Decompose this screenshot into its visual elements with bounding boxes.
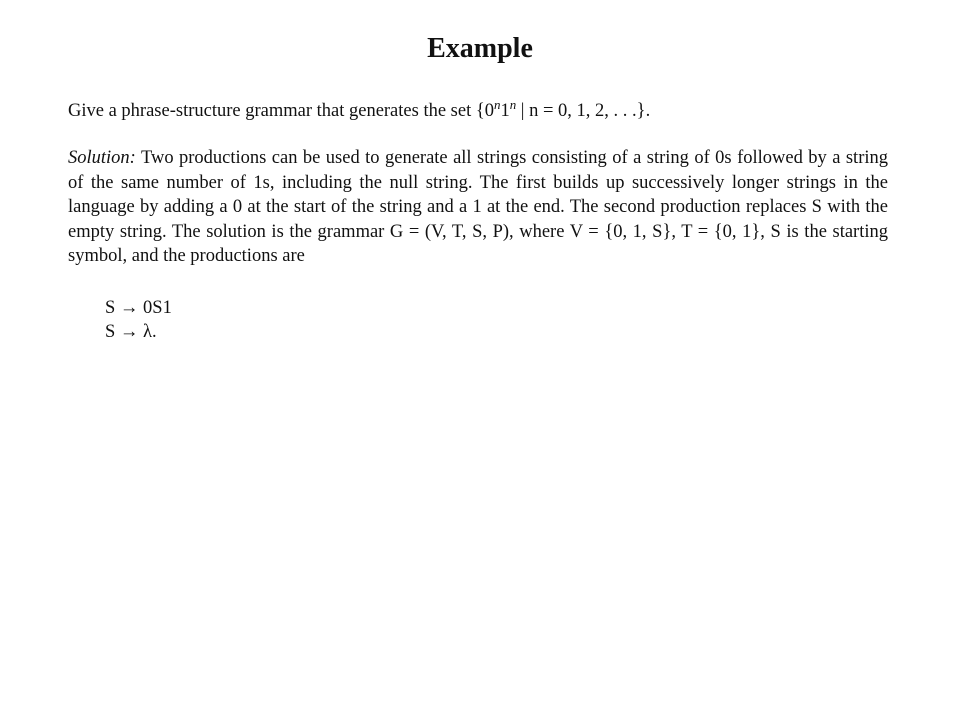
question-text-end: | n = 0, 1, 2, . . .}. — [516, 101, 651, 121]
question-text — [68, 96, 888, 124]
question-text-start: Give a phrase-structure grammar that generates the set {0 — [68, 101, 494, 121]
exponent-n-first: n — [493, 96, 501, 112]
slide-title: Example — [427, 33, 533, 64]
production-rule: S → 0S1 — [105, 298, 172, 318]
solution-body: Two productions can be used to generate all strings consisting of a string of 0s followed by a string of the same number of 1s, including the null string. The first builds up successively longer strings in the language by adding a 0 at the start of the string and a 1 at the end. The second production replaces S with the empty string. The solution is the grammar G = (V, T, S, P), where V = {0, 1, S}, T = {0, 1}, S is the starting symbol, and the productions are — [68, 148, 888, 266]
solution-lead: Solution: — [68, 148, 136, 168]
question-text-one: 1 — [500, 101, 510, 121]
production-rule: S → λ. — [105, 322, 157, 342]
solution-paragraph — [68, 146, 888, 269]
exponent-n-second: n — [509, 96, 517, 112]
productions-list — [105, 296, 172, 344]
